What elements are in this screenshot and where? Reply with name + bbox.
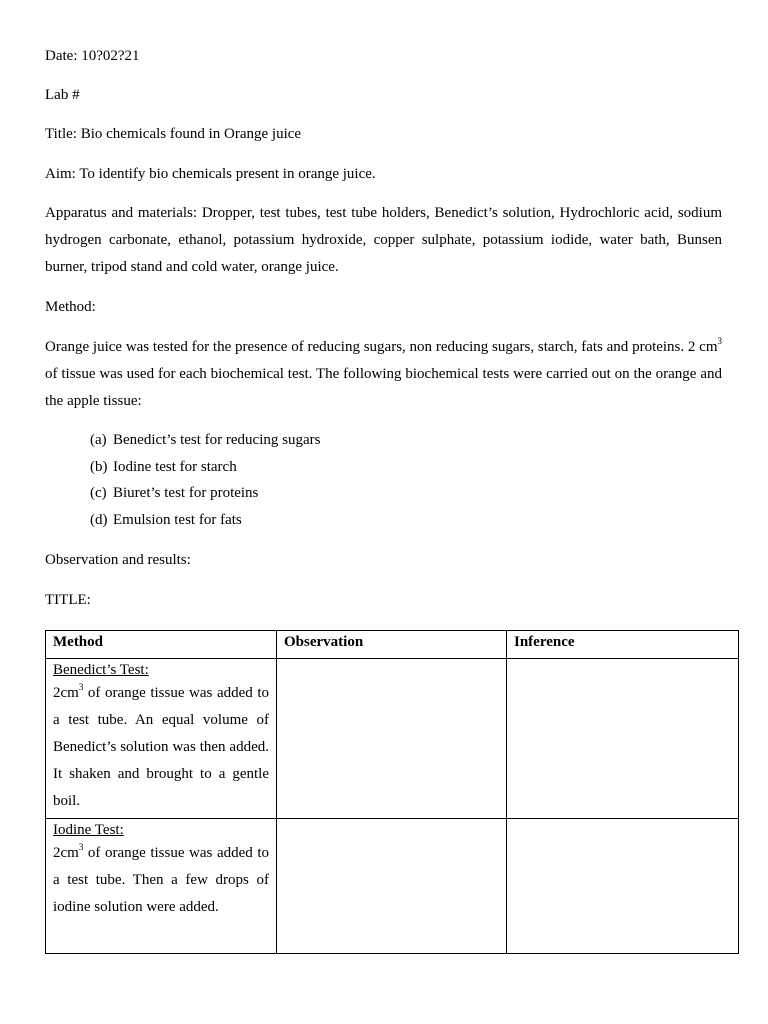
procedure-post: of orange tissue was added to a test tube. Then a few drops of iodine solution were added. [53, 845, 269, 915]
observations-heading: Observation and results: [45, 552, 191, 568]
procedure-post: of orange tissue was added to a test tube. An equal volume of Benedict’s solution was then added. It shaken and brought to a gentle boil. [53, 685, 269, 809]
observation-cell[interactable] [277, 819, 507, 954]
lab-number-line: Lab # [45, 87, 80, 103]
inference-cell[interactable] [507, 819, 739, 954]
list-item-label: Benedict’s test for reducing sugars [113, 432, 321, 448]
observation-cell[interactable] [277, 659, 507, 819]
test-name: Benedict’s Test: [53, 662, 149, 678]
method-intro-part1: Orange juice was tested for the presence of reducing sugars, non reducing sugars, starch, fats and proteins. 2 cm [45, 339, 718, 355]
header-method: Method [46, 631, 277, 659]
apparatus-paragraph: Apparatus and materials: Dropper, test tubes, test tube holders, Benedict’s solution, Hydrochloric acid, sodium hydrogen carbonate, ethanol, potassium hydroxide, copper sulphate, potassium iodide, water bath, Bunsen burner, tripod stand and cold water, orange juice. [45, 205, 722, 275]
method-cell [46, 659, 277, 819]
test-procedure [53, 680, 269, 815]
tests-list [90, 427, 320, 533]
list-item-label: Emulsion test for fats [113, 511, 242, 528]
test-procedure [53, 840, 269, 921]
results-table [45, 630, 739, 954]
procedure-pre: 2cm [53, 845, 79, 861]
list-item [90, 507, 320, 534]
header-observation: Observation [277, 631, 507, 659]
cubic-superscript: 3 [78, 682, 84, 692]
list-marker: (c) [90, 485, 107, 501]
table-row [46, 659, 739, 819]
method-cell [46, 819, 277, 954]
inference-cell[interactable] [507, 659, 739, 819]
table-header-row [46, 631, 739, 659]
method-intro-paragraph [45, 334, 722, 415]
date-line: Date: 10?02?21 [45, 48, 140, 64]
table-row [46, 819, 739, 954]
list-marker: (a) [90, 432, 107, 448]
procedure-pre: 2cm [53, 685, 79, 701]
test-name: Iodine Test: [53, 822, 124, 838]
list-item [90, 454, 320, 481]
header-inference: Inference [507, 631, 739, 659]
aim-line: Aim: To identify bio chemicals present in orange juice. [45, 166, 376, 182]
title-line: Title: Bio chemicals found in Orange juice [45, 126, 302, 142]
list-item-label: Iodine test for starch [113, 458, 237, 475]
cubic-superscript: 3 [78, 842, 84, 852]
list-item [90, 480, 320, 507]
list-marker: (b) [90, 458, 108, 475]
list-item-label: Biuret’s test for proteins [113, 485, 259, 501]
method-intro-part2: of tissue was used for each biochemical test. The following biochemical tests were carried out on the orange and the apple tissue: [45, 366, 722, 409]
list-marker: (d) [90, 511, 108, 528]
list-item [90, 427, 320, 454]
method-heading: Method: [45, 299, 96, 315]
cubic-superscript: 3 [717, 336, 722, 346]
table-title-line: TITLE: [45, 592, 91, 608]
